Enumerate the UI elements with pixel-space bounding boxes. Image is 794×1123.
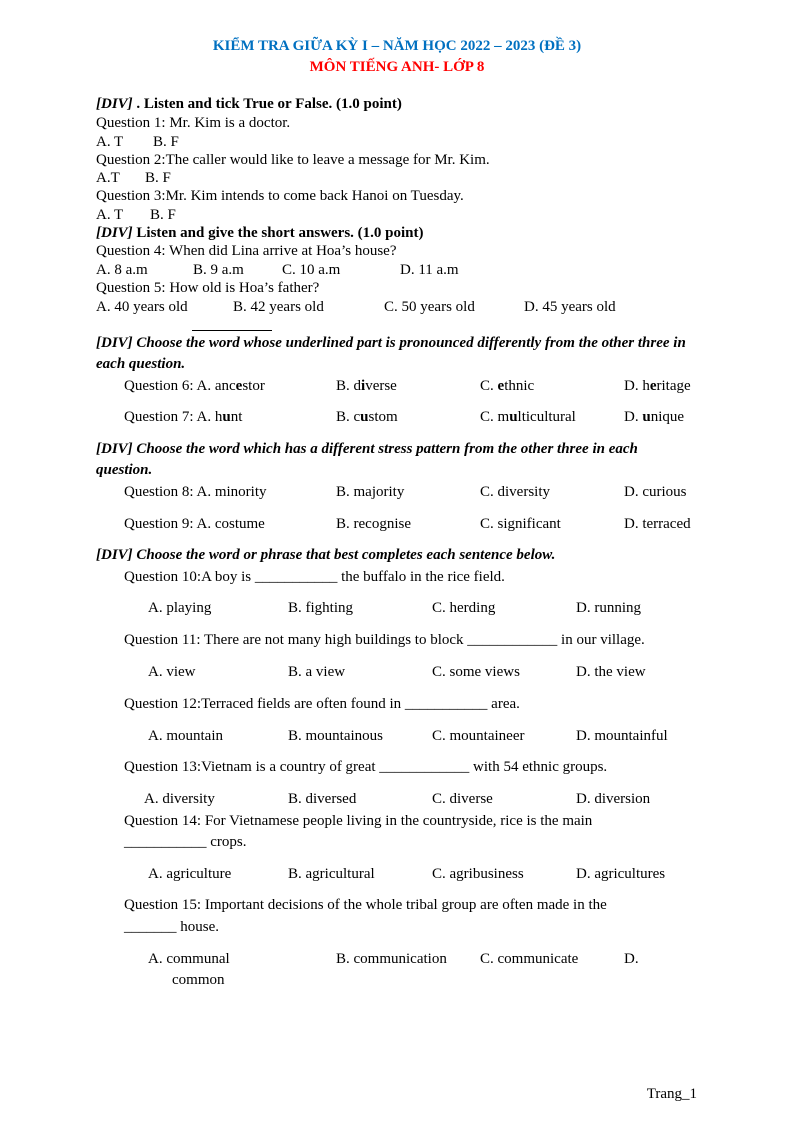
q10-option-d: D. running	[576, 600, 641, 616]
q6-option-b: B. diverse	[336, 378, 397, 394]
q13-option-b: B. diversed	[288, 791, 357, 807]
q15-option-a: A. communal	[148, 951, 230, 967]
question-14-continued: ___________ crops.	[124, 834, 247, 850]
q10-option-c: C. herding	[432, 600, 496, 616]
q13-option-c: C. diverse	[432, 791, 493, 807]
section-4-heading: [DIV] Choose the word which has a different stress pattern from the other three in each question.	[96, 441, 638, 478]
question-15: Question 15: Important decisions of the whole tribal group are often made in the	[124, 897, 607, 913]
q14-option-b: B. agricultural	[288, 866, 375, 882]
q8-option-d: D. curious	[624, 484, 687, 500]
q14-option-c: C. agribusiness	[432, 866, 524, 882]
q4-option-a: A. 8 a.m	[96, 262, 148, 278]
question-2: Question 2:The caller would like to leave a message for Mr. Kim.	[96, 152, 490, 168]
q1-option-a: A. T	[96, 134, 124, 150]
q12-option-c: C. mountaineer	[432, 728, 525, 744]
section-2-heading: [DIV] Listen and give the short answers. (1.0 point)	[96, 225, 424, 241]
q2-option-b: B. F	[145, 170, 171, 186]
answer-blank-line	[192, 330, 272, 331]
q12-option-b: B. mountainous	[288, 728, 384, 744]
q12-option-d: D. mountainful	[576, 728, 668, 744]
section-1-heading: [DIV] . Listen and tick True or False. (1.0 point)	[96, 96, 402, 112]
q12-option-a: A. mountain	[148, 728, 223, 744]
question-7: Question 7: A. hunt	[124, 409, 243, 425]
q5-option-c: C. 50 years old	[384, 299, 475, 315]
q11-option-d: D. the view	[576, 664, 646, 680]
q15-option-d-text: common	[172, 972, 225, 988]
q1-option-b: B. F	[153, 134, 179, 150]
question-12: Question 12:Terraced fields are often found in ___________ area.	[124, 696, 520, 712]
question-11: Question 11: There are not many high buildings to block ____________ in our village.	[124, 632, 645, 648]
q6-option-c: C. ethnic	[480, 378, 535, 394]
q5-option-a: A. 40 years old	[96, 299, 188, 315]
q13-option-d: D. diversion	[576, 791, 651, 807]
q7-option-b: B. custom	[336, 409, 398, 425]
q11-option-b: B. a view	[288, 664, 346, 680]
question-5: Question 5: How old is Hoa’s father?	[96, 280, 320, 296]
page-number: Trang_1	[646, 1086, 697, 1102]
q9-option-b: B. recognise	[336, 516, 411, 532]
q13-option-a: A. diversity	[144, 791, 215, 807]
q11-option-c: C. some views	[432, 664, 520, 680]
question-8: Question 8: A. minority	[124, 484, 267, 500]
q8-option-c: C. diversity	[480, 484, 550, 500]
q9-option-d: D. terraced	[624, 516, 691, 532]
q9-option-c: C. significant	[480, 516, 561, 532]
q10-option-b: B. fighting	[288, 600, 354, 616]
q14-option-a: A. agriculture	[148, 866, 232, 882]
q14-option-d: D. agricultures	[576, 866, 666, 882]
q3-option-a: A. T	[96, 207, 124, 223]
q4-option-c: C. 10 a.m	[282, 262, 341, 278]
question-1: Question 1: Mr. Kim is a doctor.	[96, 115, 291, 131]
q10-option-a: A. playing	[148, 600, 212, 616]
q7-option-c: C. multicultural	[480, 409, 576, 425]
q4-option-d: D. 11 a.m	[400, 262, 459, 278]
q15-option-c: C. communicate	[480, 951, 579, 967]
question-13: Question 13:Vietnam is a country of great ____________ with 54 ethnic groups.	[124, 759, 608, 775]
q2-option-a: A.T	[96, 170, 120, 186]
question-9: Question 9: A. costume	[124, 516, 265, 532]
q3-option-b: B. F	[150, 207, 176, 223]
q15-option-d: D.	[624, 951, 639, 967]
q7-option-d: D. unique	[624, 409, 685, 425]
question-6: Question 6: A. ancestor	[124, 378, 265, 394]
question-10: Question 10:A boy is ___________ the buffalo in the rice field.	[124, 569, 505, 585]
q8-option-b: B. majority	[336, 484, 405, 500]
q6-option-d: D. heritage	[624, 378, 691, 394]
q15-option-b: B. communication	[336, 951, 447, 967]
exam-subtitle: MÔN TIẾNG ANH- LỚP 8	[309, 59, 485, 75]
question-4: Question 4: When did Lina arrive at Hoa’s house?	[96, 243, 397, 259]
section-5-heading: [DIV] Choose the word or phrase that best completes each sentence below.	[96, 547, 556, 563]
question-3: Question 3:Mr. Kim intends to come back Hanoi on Tuesday.	[96, 188, 464, 204]
q5-option-b: B. 42 years old	[233, 299, 324, 315]
question-15-continued: _______ house.	[124, 919, 219, 935]
q11-option-a: A. view	[148, 664, 196, 680]
exam-title: KIỂM TRA GIỮA KỲ I – NĂM HỌC 2022 – 2023 (ĐỀ 3)	[212, 38, 582, 54]
q4-option-b: B. 9 a.m	[193, 262, 244, 278]
q5-option-d: D. 45 years old	[524, 299, 616, 315]
section-3-heading: [DIV] Choose the word whose underlined part is pronounced differently from the other three in each question.	[96, 335, 686, 372]
question-14: Question 14: For Vietnamese people living in the countryside, rice is the main	[124, 813, 593, 829]
